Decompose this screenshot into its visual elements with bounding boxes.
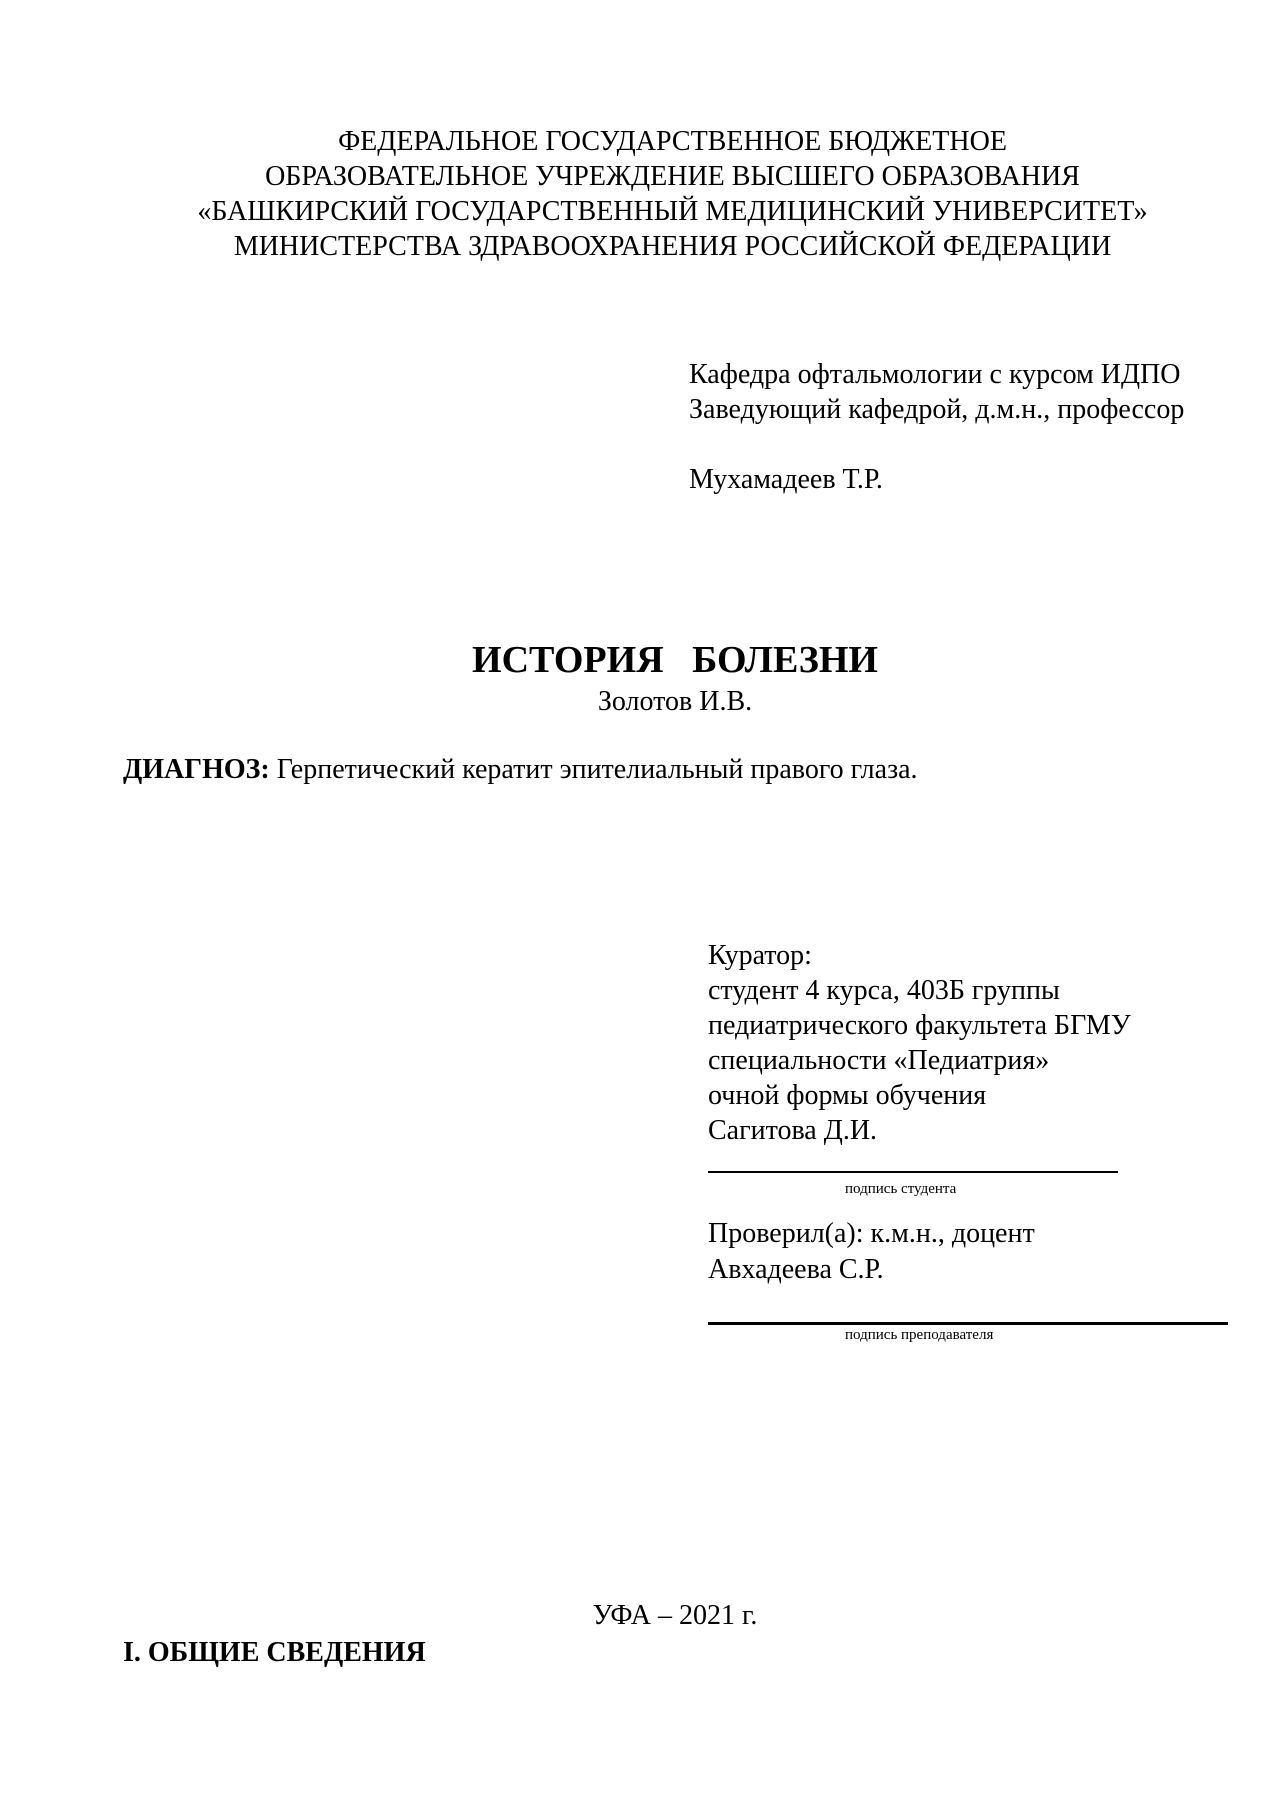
- section-heading: I. ОБЩИЕ СВЕДЕНИЯ: [123, 1637, 426, 1668]
- curator-line-3: специальности «Педиатрия»: [708, 1045, 1050, 1076]
- curator-line-4: очной формы обучения: [708, 1080, 987, 1111]
- reviewer-block: [708, 1216, 1035, 1288]
- curator-line-2: педиатрического факультета БГМУ: [708, 1010, 1131, 1041]
- city-year: УФА – 2021 г.: [592, 1600, 758, 1631]
- department-name: Кафедра офтальмологии с курсом ИДПО: [689, 359, 1181, 390]
- document-title: ИСТОРИЯ БОЛЕЗНИ: [472, 639, 878, 681]
- diagnosis-label: ДИАГНОЗ:: [123, 754, 270, 785]
- institution-line-4: МИНИСТЕРСТВА ЗДРАВООХРАНЕНИЯ РОССИЙСКОЙ ФЕДЕРАЦИИ: [233, 231, 1112, 262]
- student-signature-line: [708, 1171, 1118, 1173]
- curator-block: [708, 938, 1131, 1148]
- curator-label: Куратор:: [708, 940, 812, 971]
- diagnosis-line: [123, 752, 918, 788]
- curator-line-1: студент 4 курса, 403Б группы: [708, 975, 1060, 1006]
- department-block: [689, 357, 1184, 497]
- patient-name: Золотов И.В.: [597, 686, 753, 717]
- institution-line-2: ОБРАЗОВАТЕЛЬНОЕ УЧРЕЖДЕНИЕ ВЫСШЕГО ОБРАЗОВАНИЯ: [265, 161, 1080, 192]
- institution-line-3: «БАШКИРСКИЙ ГОСУДАРСТВЕННЫЙ МЕДИЦИНСКИЙ УНИВЕРСИТЕТ»: [197, 196, 1148, 227]
- teacher-signature-line: [708, 1322, 1228, 1325]
- curator-name: Сагитова Д.И.: [708, 1115, 878, 1146]
- institution-header: [0, 124, 1280, 264]
- reviewer-label: Проверил(а): к.м.н., доцент: [708, 1218, 1035, 1249]
- institution-line-1: ФЕДЕРАЛЬНОЕ ГОСУДАРСТВЕННОЕ БЮДЖЕТНОЕ: [338, 126, 1007, 157]
- reviewer-name: Авхадеева С.Р.: [708, 1254, 884, 1285]
- spacer: [689, 427, 1184, 462]
- department-head-title: Заведующий кафедрой, д.м.н., профессор: [689, 394, 1185, 425]
- teacher-signature-caption: подпись преподавателя: [845, 1327, 994, 1343]
- department-head-name: Мухамадеев Т.Р.: [689, 464, 883, 495]
- student-signature-caption: подпись студента: [845, 1181, 957, 1197]
- diagnosis-text: Герпетический кератит эпителиальный правого глаза.: [269, 754, 918, 785]
